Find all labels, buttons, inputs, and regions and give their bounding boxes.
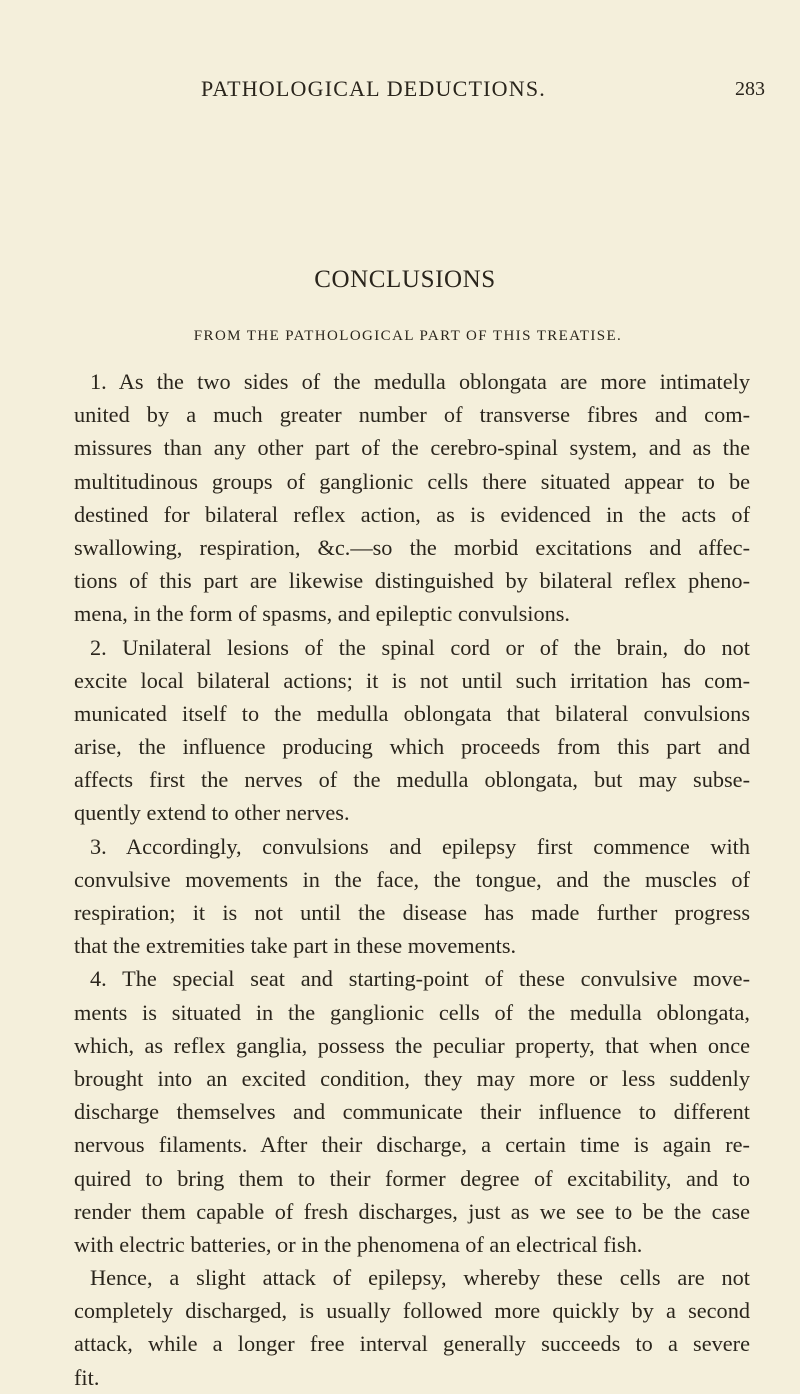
section-title: CONCLUSIONS (314, 266, 496, 293)
text-line: 3. Accordingly, convulsions and epilepsy first commence with (90, 833, 750, 859)
text-line: discharge themselves and communicate their influence to different (74, 1099, 750, 1125)
body-text (74, 365, 750, 1394)
text-line: quently extend to other nerves. (74, 800, 350, 826)
text-line: fit. (74, 1364, 100, 1390)
text-line: municated itself to the medulla oblongata that bilateral convulsions (74, 700, 750, 726)
text-line: mena, in the form of spasms, and epileptic convulsions. (74, 601, 571, 627)
text-line: 1. As the two sides of the medulla oblongata are more intimately (90, 369, 750, 394)
text-line: united by a much greater number of transverse fibres and com- (74, 402, 750, 428)
text-line: quired to bring them to their former degree of excitability, and to (74, 1165, 750, 1191)
text-line: missures than any other part of the cerebro-spinal system, and as the (74, 435, 750, 461)
text-line: destined for bilateral reflex action, as is evidenced in the acts of (74, 501, 750, 527)
running-header (0, 76, 800, 106)
text-line: 4. The special seat and starting-point of these convulsive move- (90, 966, 750, 992)
text-line: arise, the influence producing which proceeds from this part and (74, 734, 750, 760)
text-line: convulsive movements in the face, the tongue, and the muscles of (74, 866, 750, 892)
text-line: with electric batteries, or in the phenomena of an electrical fish. (74, 1231, 643, 1257)
text-line: brought into an excited condition, they may more or less suddenly (74, 1065, 750, 1091)
text-line: multitudinous groups of ganglionic cells there situated appear to be (74, 468, 750, 494)
text-line: respiration; it is not until the disease has made further progress (74, 900, 750, 925)
text-line: tions of this part are likewise distinguished by bilateral reflex pheno- (74, 568, 750, 594)
running-title: PATHOLOGICAL DEDUCTIONS. (201, 76, 546, 101)
text-line: Hence, a slight attack of epilepsy, whereby these cells are not (90, 1265, 750, 1291)
text-line: excite local bilateral actions; it is not until such irritation has com- (74, 667, 750, 693)
text-line: completely discharged, is usually followed more quickly by a second (74, 1298, 750, 1324)
text-line: swallowing, respiration, &c.—so the morbid excitations and affec- (74, 534, 750, 560)
text-line: affects first the nerves of the medulla oblongata, but may subse- (74, 767, 750, 793)
text-line: 2. Unilateral lesions of the spinal cord or of the brain, do not (90, 634, 750, 660)
text-line: nervous filaments. After their discharge, a certain time is again re- (74, 1132, 750, 1158)
page-number: 283 (735, 78, 765, 100)
text-line: render them capable of fresh discharges, just as we see to be the case (74, 1198, 750, 1224)
text-line: which, as reflex ganglia, possess the peculiar property, that when once (74, 1032, 750, 1058)
text-line: that the extremities take part in these movements. (74, 933, 517, 959)
text-line: attack, while a longer free interval generally succeeds to a severe (74, 1331, 750, 1357)
section-subtitle: FROM THE PATHOLOGICAL PART OF THIS TREATISE. (193, 328, 623, 344)
text-line: ments is situated in the ganglionic cells of the medulla oblongata, (74, 999, 750, 1025)
